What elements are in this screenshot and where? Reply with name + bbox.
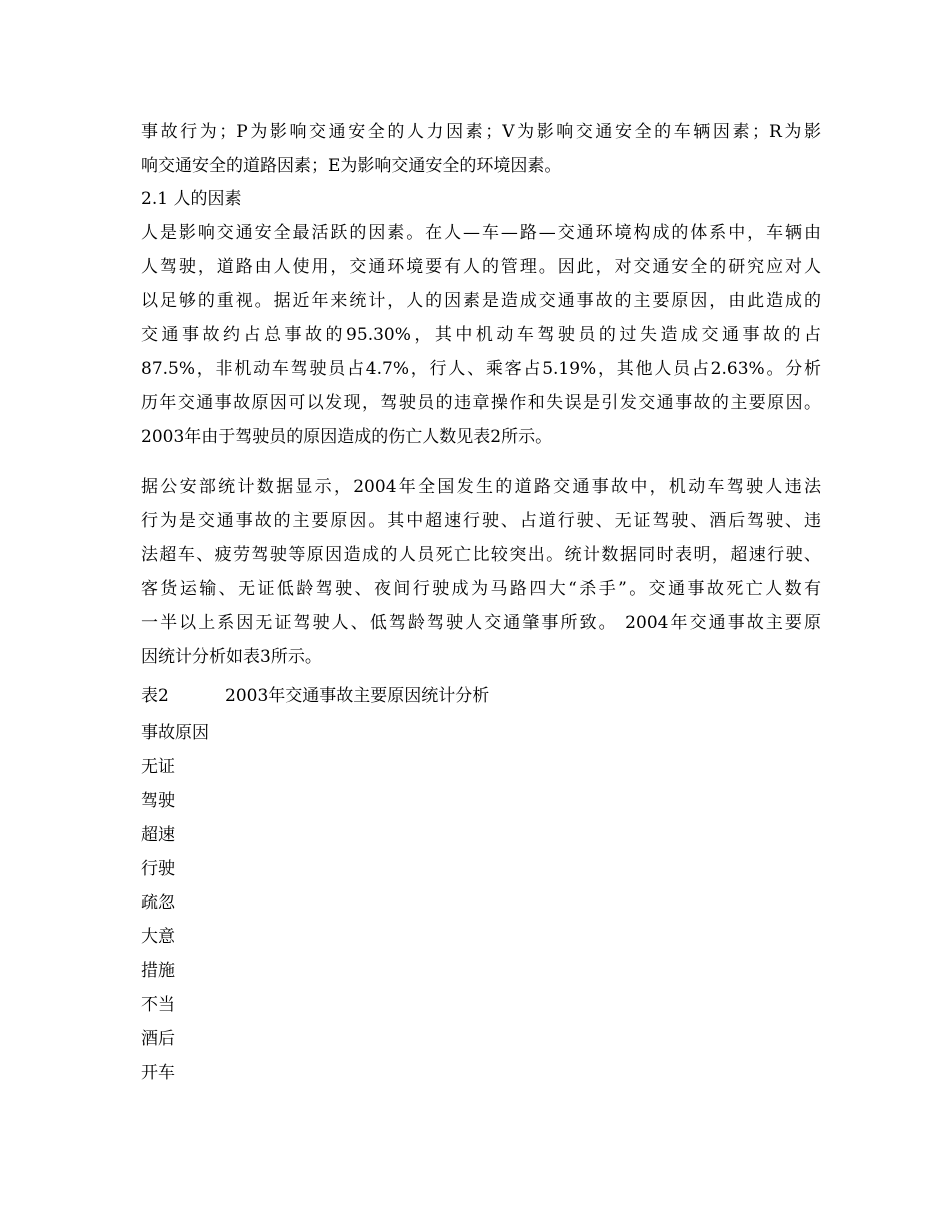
table-cell: 无证	[141, 757, 175, 777]
table-cell: 超速	[141, 825, 175, 845]
table-cell: 驾驶	[141, 791, 175, 811]
paragraph-1-line-2: 响交通安全的道路因素；E为影响交通安全的环境因素。	[141, 156, 562, 176]
paragraph-1-line-1: 事故行为；P为影响交通安全的人力因素；V为影响交通安全的车辆因素；R为影	[141, 122, 821, 142]
table-cell: 大意	[141, 927, 175, 947]
table-cell: 行驶	[141, 859, 175, 879]
paragraph-3-line-4: 客货运输、无证低龄驾驶、夜间行驶成为马路四大“杀手”。交通事故死亡人数有	[141, 579, 821, 599]
table-cell: 疏忽	[141, 893, 175, 913]
table-caption-title: 2003年交通事故主要原因统计分析	[225, 686, 490, 706]
table-caption	[141, 686, 821, 706]
table-cell: 事故原因	[141, 723, 209, 743]
paragraph-3-line-6: 因统计分析如表3所示。	[141, 647, 322, 667]
table-cell: 不当	[141, 995, 175, 1015]
paragraph-2-line-5: 87.5%，非机动车驾驶员占4.7%，行人、乘客占5.19%，其他人员占2.63%。分析	[141, 359, 821, 379]
paragraph-2-line-2: 人驾驶，道路由人使用，交通环境要有人的管理。因此，对交通安全的研究应对人	[141, 257, 821, 277]
paragraph-3-line-3: 法超车、疲劳驾驶等原因造成的人员死亡比较突出。统计数据同时表明，超速行驶、	[141, 545, 821, 565]
paragraph-2-line-4: 交通事故约占总事故的95.30%，其中机动车驾驶员的过失造成交通事故的占	[141, 325, 821, 345]
paragraph-2-line-7: 2003年由于驾驶员的原因造成的伤亡人数见表2所示。	[141, 427, 553, 447]
table-caption-number: 表2	[141, 686, 169, 706]
table-cell: 措施	[141, 961, 175, 981]
paragraph-2-line-6: 历年交通事故原因可以发现，驾驶员的违章操作和失误是引发交通事故的主要原因。	[141, 393, 821, 413]
paragraph-2-line-1: 人是影响交通安全最活跃的因素。在人—车—路—交通环境构成的体系中，车辆由	[141, 223, 821, 243]
paragraph-3-line-2: 行为是交通事故的主要原因。其中超速行驶、占道行驶、无证驾驶、酒后驾驶、违	[141, 511, 821, 531]
table-cell: 酒后	[141, 1029, 175, 1049]
paragraph-3-line-1: 据公安部统计数据显示，2004年全国发生的道路交通事故中，机动车驾驶人违法	[141, 477, 821, 497]
paragraph-2-line-3: 以足够的重视。据近年来统计，人的因素是造成交通事故的主要原因，由此造成的	[141, 291, 821, 311]
section-heading: 2.1 人的因素	[141, 189, 242, 209]
table-cell: 开车	[141, 1063, 175, 1083]
paragraph-3-line-5: 一半以上系因无证驾驶人、低驾龄驾驶人交通肇事所致。 2004年交通事故主要原	[141, 613, 821, 633]
